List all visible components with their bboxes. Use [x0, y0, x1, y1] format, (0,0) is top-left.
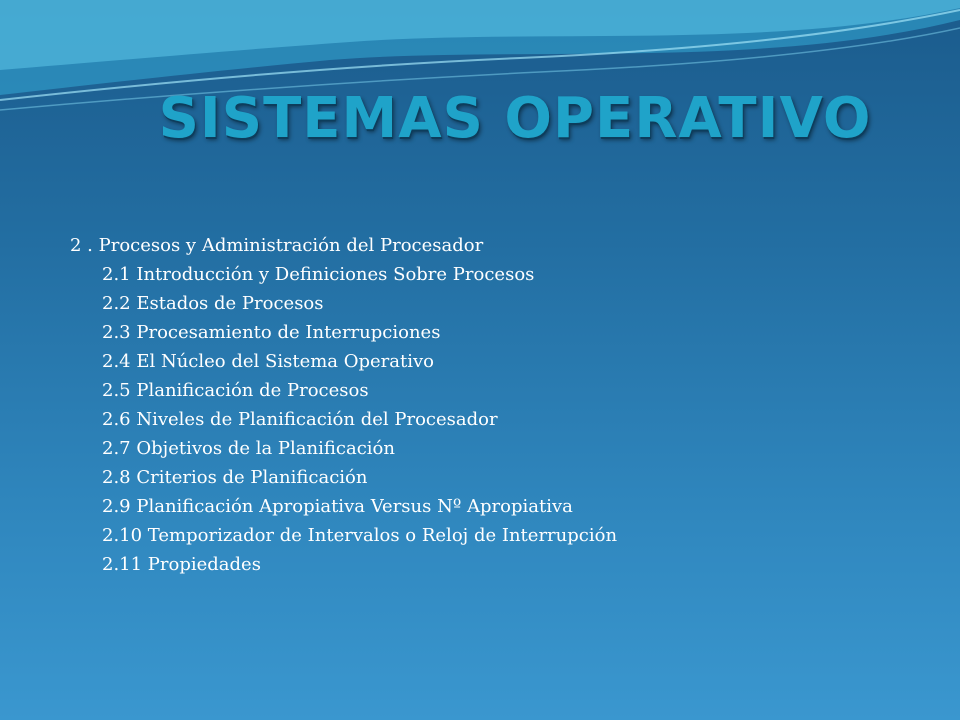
- list-item: 2.5 Planificación de Procesos: [102, 380, 369, 401]
- list-item: 2.8 Criterios de Planificación: [102, 467, 368, 488]
- list-item: 2.4 El Núcleo del Sistema Operativo: [102, 351, 435, 372]
- list-item: 2.2 Estados de Procesos: [102, 293, 324, 314]
- topic-list: [70, 260, 910, 579]
- section-heading: 2 . Procesos y Administración del Procesador: [70, 235, 484, 256]
- slide-title: SISTEMAS OPERATIVO: [158, 86, 872, 151]
- list-item: 2.1 Introducción y Definiciones Sobre Procesos: [102, 264, 535, 285]
- slide-content: [70, 231, 910, 579]
- list-item: 2.7 Objetivos de la Planificación: [102, 438, 395, 459]
- list-item: 2.6 Niveles de Planificación del Procesador: [102, 409, 498, 430]
- list-item: 2.9 Planificación Apropiativa Versus Nº Apropiativa: [102, 496, 573, 517]
- list-item: 2.10 Temporizador de Intervalos o Reloj de Interrupción: [102, 525, 618, 546]
- list-item: 2.11 Propiedades: [102, 554, 261, 575]
- list-item: 2.3 Procesamiento de Interrupciones: [102, 322, 441, 343]
